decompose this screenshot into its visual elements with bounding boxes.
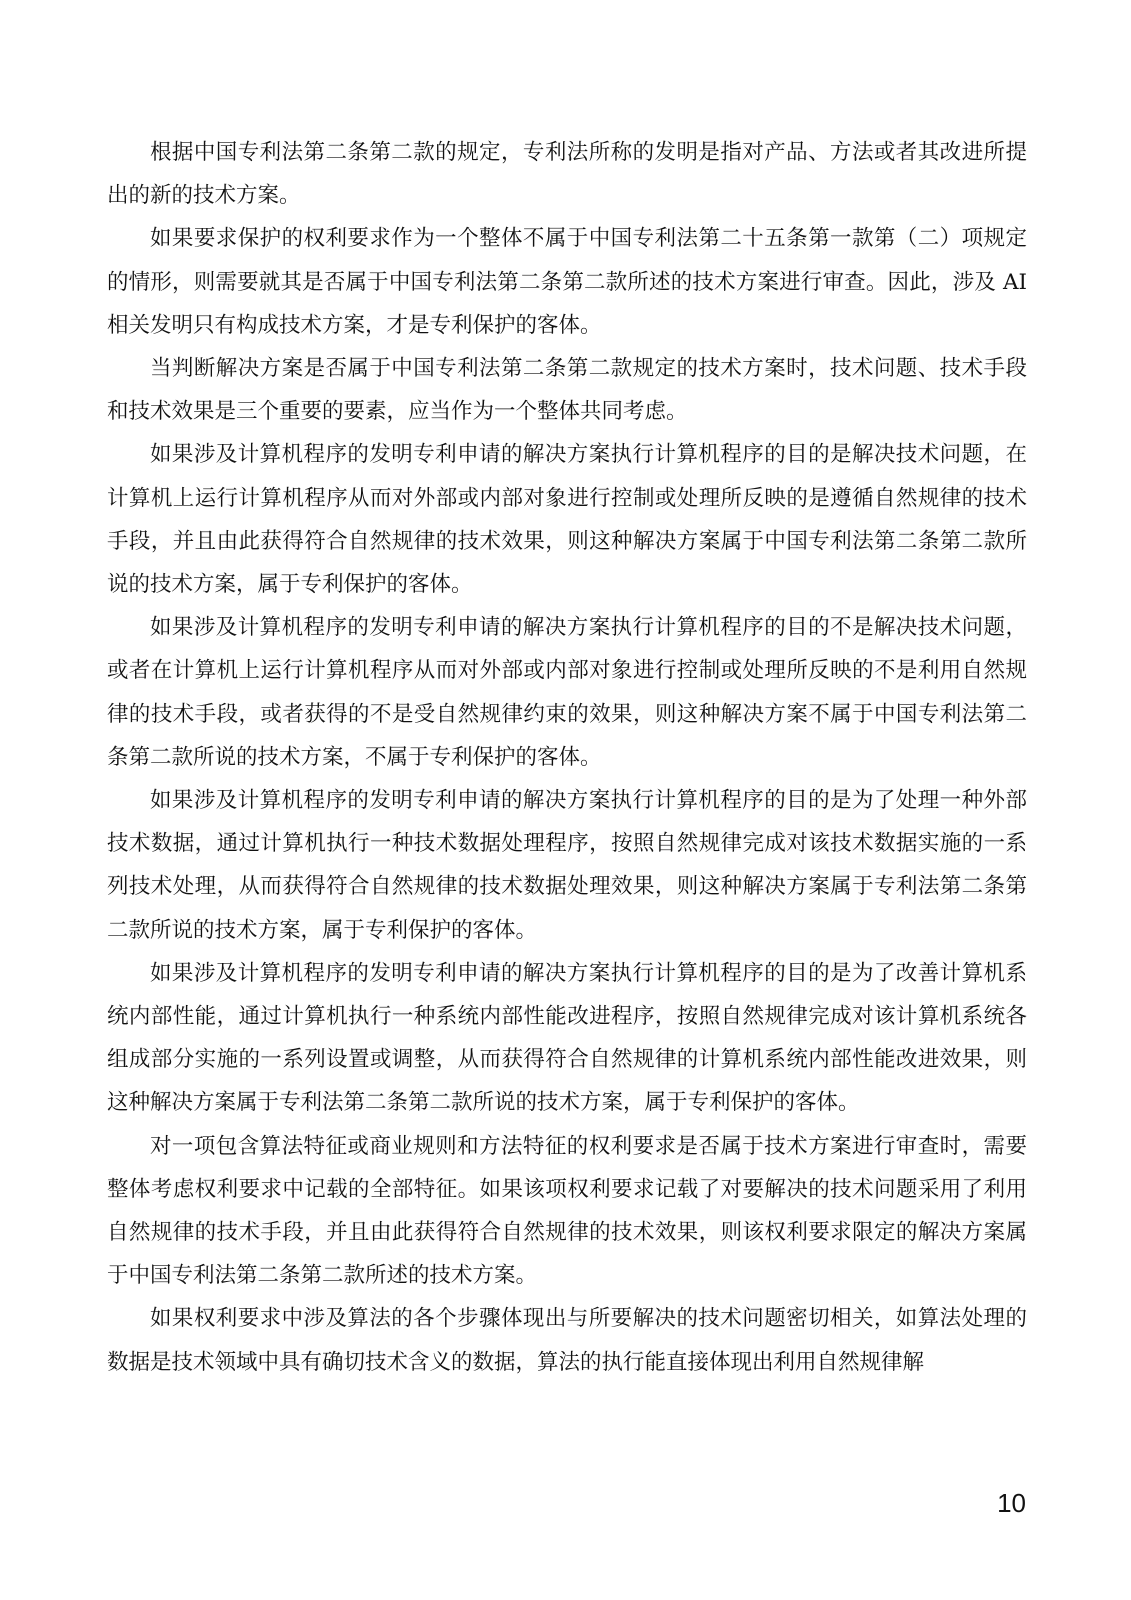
paragraph: 根据中国专利法第二条第二款的规定，专利法所称的发明是指对产品、方法或者其改进所提出的新的技术方案。	[107, 140, 1027, 209]
paragraph: 如果涉及计算机程序的发明专利申请的解决方案执行计算机程序的目的不是解决技术问题，或者在计算机上运行计算机程序从而对外部或内部对象进行控制或处理所反映的不是利用自然规律的技术手段，或者获得的不是受自然规律约束的效果，则这种解决方案不属于中国专利法第二条第二款所说的技术方案，不属于专利保护的客体。	[107, 615, 1027, 770]
body-text	[107, 131, 1027, 1384]
paragraph: 当判断解决方案是否属于中国专利法第二条第二款规定的技术方案时，技术问题、技术手段和技术效果是三个重要的要素，应当作为一个整体共同考虑。	[107, 356, 1027, 425]
paragraph: 如果要求保护的权利要求作为一个整体不属于中国专利法第二十五条第一款第（二）项规定的情形，则需要就其是否属于中国专利法第二条第二款所述的技术方案进行审查。因此，涉及 AI 相关发明只有构成技术方案，才是专利保护的客体。	[107, 226, 1027, 338]
paragraph: 如果涉及计算机程序的发明专利申请的解决方案执行计算机程序的目的是解决技术问题，在计算机上运行计算机程序从而对外部或内部对象进行控制或处理所反映的是遵循自然规律的技术手段，并且由此获得符合自然规律的技术效果，则这种解决方案属于中国专利法第二条第二款所说的技术方案，属于专利保护的客体。	[107, 442, 1027, 598]
page-number: 10	[997, 1488, 1026, 1518]
paragraph: 对一项包含算法特征或商业规则和方法特征的权利要求是否属于技术方案进行审查时，需要整体考虑权利要求中记载的全部特征。如果该项权利要求记载了对要解决的技术问题采用了利用自然规律的技术手段，并且由此获得符合自然规律的技术效果，则该权利要求限定的解决方案属于中国专利法第二条第二款所述的技术方案。	[107, 1133, 1027, 1289]
paragraph: 如果涉及计算机程序的发明专利申请的解决方案执行计算机程序的目的是为了改善计算机系统内部性能，通过计算机执行一种系统内部性能改进程序，按照自然规律完成对该计算机系统各组成部分实施的一系列设置或调整，从而获得符合自然规律的计算机系统内部性能改进效果，则这种解决方案属于专利法第二条第二款所说的技术方案，属于专利保护的客体。	[107, 960, 1027, 1116]
paragraph: 如果权利要求中涉及算法的各个步骤体现出与所要解决的技术问题密切相关，如算法处理的数据是技术领域中具有确切技术含义的数据，算法的执行能直接体现出利用自然规律解	[107, 1306, 1027, 1375]
paragraph: 如果涉及计算机程序的发明专利申请的解决方案执行计算机程序的目的是为了处理一种外部技术数据，通过计算机执行一种技术数据处理程序，按照自然规律完成对该技术数据实施的一系列技术处理，从而获得符合自然规律的技术数据处理效果，则这种解决方案属于专利法第二条第二款所说的技术方案，属于专利保护的客体。	[107, 788, 1027, 943]
